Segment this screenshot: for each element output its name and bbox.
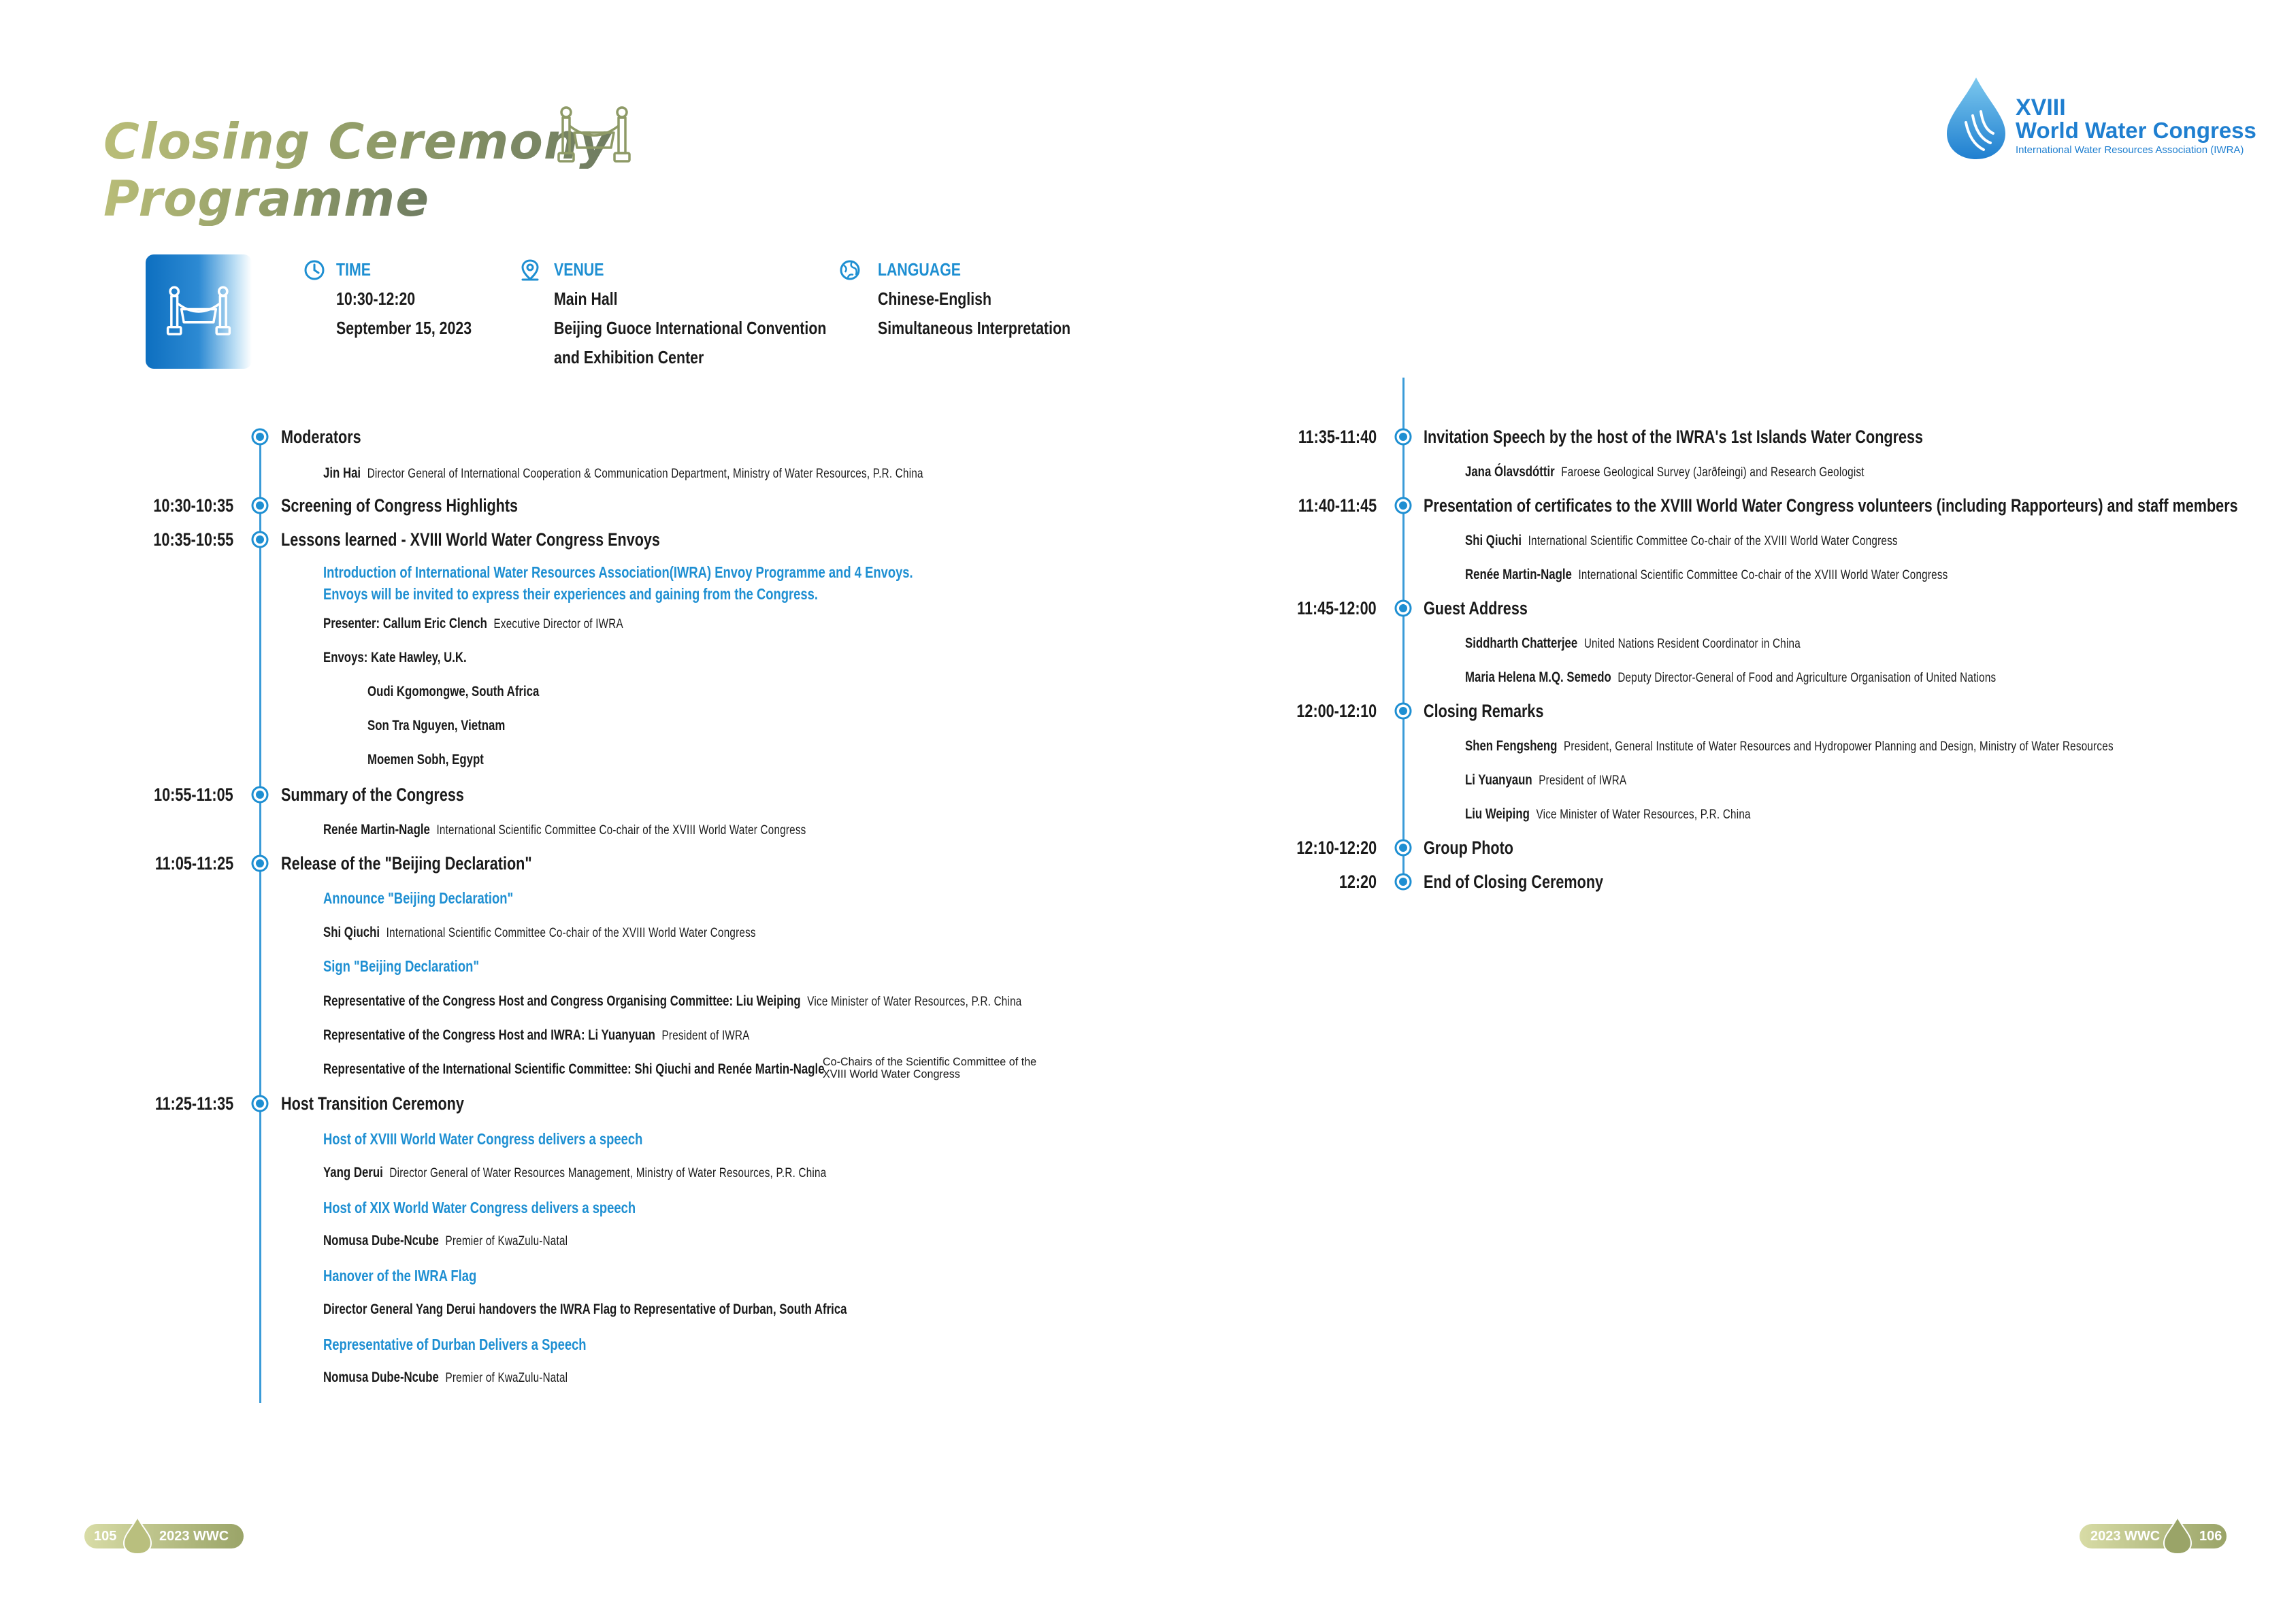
water-drop-icon [2163, 1516, 2192, 1555]
water-drop-icon [122, 1516, 152, 1555]
announce-speaker: Shi Qiuchi International Scientific Committee Co-chair of the XVIII World Water Congress [323, 925, 756, 940]
invitation-title: Invitation Speech by the host of the IWRA's 1st Islands Water Congress [1424, 427, 1924, 447]
certificates-title: Presentation of certificates to the XVIII World Water Congress volunteers (including Rapporteurs) and staff members [1424, 495, 2238, 516]
page-title: Closing Ceremony [103, 113, 612, 170]
timeline-node [1394, 839, 1412, 857]
summary-title: Summary of the Congress [281, 784, 464, 805]
timeline-node [251, 428, 269, 446]
summary-speaker: Renée Martin-Nagle International Scientific Committee Co-chair of the XVIII World Water Congress [323, 822, 806, 838]
announce-subtitle: Announce "Beijing Declaration" [323, 889, 514, 907]
timeline-node [251, 855, 269, 872]
closing-speaker: Shen Fengsheng President, General Institute of Water Resources and Hydropower Planning and Design, Ministry of Water Resources [1465, 738, 2114, 754]
language-mode: Simultaneous Interpretation [878, 318, 1071, 338]
time-label: TIME [336, 259, 371, 280]
signatory-entry: Representative of the Congress Host and IWRA: Li Yuanyuan President of IWRA [323, 1027, 750, 1043]
timeline-node [1394, 873, 1412, 891]
stanchion-rope-icon [557, 105, 631, 165]
time-slot: 10:35-10:55 [153, 529, 233, 550]
time-slot: 12:00-12:10 [1296, 701, 1377, 721]
lessons-intro-2: Envoys will be invited to express their experiences and gaining from the Congress. [323, 585, 818, 603]
transition-subtitle: Hanover of the IWRA Flag [323, 1267, 477, 1285]
closing-speaker: Liu Weiping Vice Minister of Water Resources, P.R. China [1465, 806, 1751, 822]
lessons-intro: Introduction of International Water Resources Association(IWRA) Envoy Programme and 4 Envoys. [323, 563, 913, 581]
timeline-node [251, 786, 269, 803]
page-number: 105 [94, 1529, 117, 1544]
transition-subtitle: Representative of Durban Delivers a Speech [323, 1336, 587, 1353]
envoy-entry: Son Tra Nguyen, Vietnam [367, 718, 506, 733]
venue-hall: Main Hall [554, 288, 618, 309]
language-pair: Chinese-English [878, 288, 992, 309]
sign-subtitle: Sign "Beijing Declaration" [323, 957, 480, 975]
language-globe-icon [838, 259, 861, 282]
timeline-node [1394, 428, 1412, 446]
page-footer-right [2080, 1524, 2227, 1548]
venue-label: VENUE [554, 259, 604, 280]
envoy-entry: Moemen Sobh, Egypt [367, 752, 484, 767]
certificates-presenter: Renée Martin-Nagle International Scientific Committee Co-chair of the XVIII World Water Congress [1465, 567, 1948, 582]
timeline-node [1394, 497, 1412, 514]
footer-label: 2023 WWC [2090, 1529, 2161, 1544]
transition-speaker: Nomusa Dube-Ncube Premier of KwaZulu-Natal [323, 1233, 568, 1248]
timeline-node [251, 497, 269, 514]
presenter-entry: Presenter: Callum Eric Clench Executive Director of IWRA [323, 616, 623, 631]
time-slot: 11:45-12:00 [1297, 598, 1377, 618]
transition-speaker: Yang Derui Director General of Water Resources Management, Ministry of Water Resources, P.R. China [323, 1165, 827, 1180]
signatory-entry: Representative of the International Scientific Committee: Shi Qiuchi and Renée Martin-Nagle [323, 1061, 825, 1077]
timeline-node [251, 531, 269, 548]
envoy-entry: Oudi Kgomongwe, South Africa [367, 684, 540, 699]
timeline-node [251, 1095, 269, 1112]
time-slot: 12:20 [1338, 872, 1377, 892]
flag-handover-text: Director General Yang Derui handovers the IWRA Flag to Representative of Durban, South Africa [323, 1302, 847, 1317]
venue-place-2: and Exhibition Center [554, 347, 704, 367]
logo-numeral: XVIII [2016, 95, 2066, 120]
time-date: September 15, 2023 [336, 318, 472, 338]
screening-title: Screening of Congress Highlights [281, 495, 519, 516]
timeline-line-right [1402, 378, 1405, 878]
signatory-role-2: XVIII World Water Congress [823, 1067, 960, 1080]
end-title: End of Closing Ceremony [1424, 872, 1604, 892]
moderator-entry: Jin Hai Director General of International Cooperation & Communication Department, Ministry of Water Resources, P.R. China [323, 465, 923, 481]
timeline-line-left [259, 430, 261, 1403]
page-number: 106 [2199, 1529, 2222, 1544]
guest-speaker: Maria Helena M.Q. Semedo Deputy Director-General of Food and Agriculture Organisation of United Nations [1465, 669, 1997, 685]
location-pin-icon [519, 259, 542, 282]
signatory-role: Co-Chairs of the Scientific Committee of the [823, 1055, 1037, 1068]
envoy-entry: Envoys: Kate Hawley, U.K. [323, 650, 467, 665]
closing-title: Closing Remarks [1424, 701, 1544, 721]
page-title-line2: Programme [103, 170, 430, 227]
timeline-node [1394, 599, 1412, 617]
guest-title: Guest Address [1424, 598, 1528, 618]
closing-speaker: Li Yuanyaun President of IWRA [1465, 772, 1627, 788]
time-slot: 11:25-11:35 [154, 1093, 233, 1114]
time-slot: 10:30-10:35 [153, 495, 233, 516]
clock-icon [303, 259, 326, 282]
footer-label: 2023 WWC [159, 1529, 229, 1544]
lessons-title: Lessons learned - XVIII World Water Congress Envoys [281, 529, 660, 550]
time-slot: 11:05-11:25 [154, 853, 233, 874]
signatory-entry: Representative of the Congress Host and Congress Organising Committee: Liu Weiping Vice Minister of Water Resources, P.R. China [323, 993, 1022, 1009]
release-title: Release of the "Beijing Declaration" [281, 853, 532, 874]
photo-title: Group Photo [1424, 838, 1513, 858]
transition-title: Host Transition Ceremony [281, 1093, 464, 1114]
transition-speaker: Nomusa Dube-Ncube Premier of KwaZulu-Natal [323, 1370, 568, 1385]
time-slot: 10:55-11:05 [154, 784, 233, 805]
transition-subtitle: Host of XIX World Water Congress delivers a speech [323, 1199, 636, 1216]
guest-speaker: Siddharth Chatterjee United Nations Resident Coordinator in China [1465, 635, 1801, 651]
language-label: LANGUAGE [878, 259, 962, 280]
venue-place: Beijing Guoce International Convention [554, 318, 827, 338]
invitation-speaker: Jana Ólavsdóttir Faroese Geological Survey (Jarðfeingi) and Research Geologist [1465, 464, 1865, 480]
transition-subtitle: Host of XVIII World Water Congress delivers a speech [323, 1130, 643, 1148]
time-range: 10:30-12:20 [336, 288, 416, 309]
page-footer-left [84, 1524, 244, 1548]
wwc-logo-drop-icon [1943, 75, 2009, 162]
logo-name: World Water Congress [2016, 118, 2256, 143]
timeline-node [1394, 702, 1412, 720]
time-slot: 11:35-11:40 [1298, 427, 1377, 447]
moderators-title: Moderators [281, 427, 361, 447]
certificates-presenter: Shi Qiuchi International Scientific Committee Co-chair of the XVIII World Water Congress [1465, 533, 1898, 548]
time-slot: 12:10-12:20 [1296, 838, 1377, 858]
ceremony-stanchion-icon [166, 284, 231, 339]
time-slot: 11:40-11:45 [1298, 495, 1377, 516]
logo-org: International Water Resources Association (IWRA) [2016, 144, 2244, 156]
